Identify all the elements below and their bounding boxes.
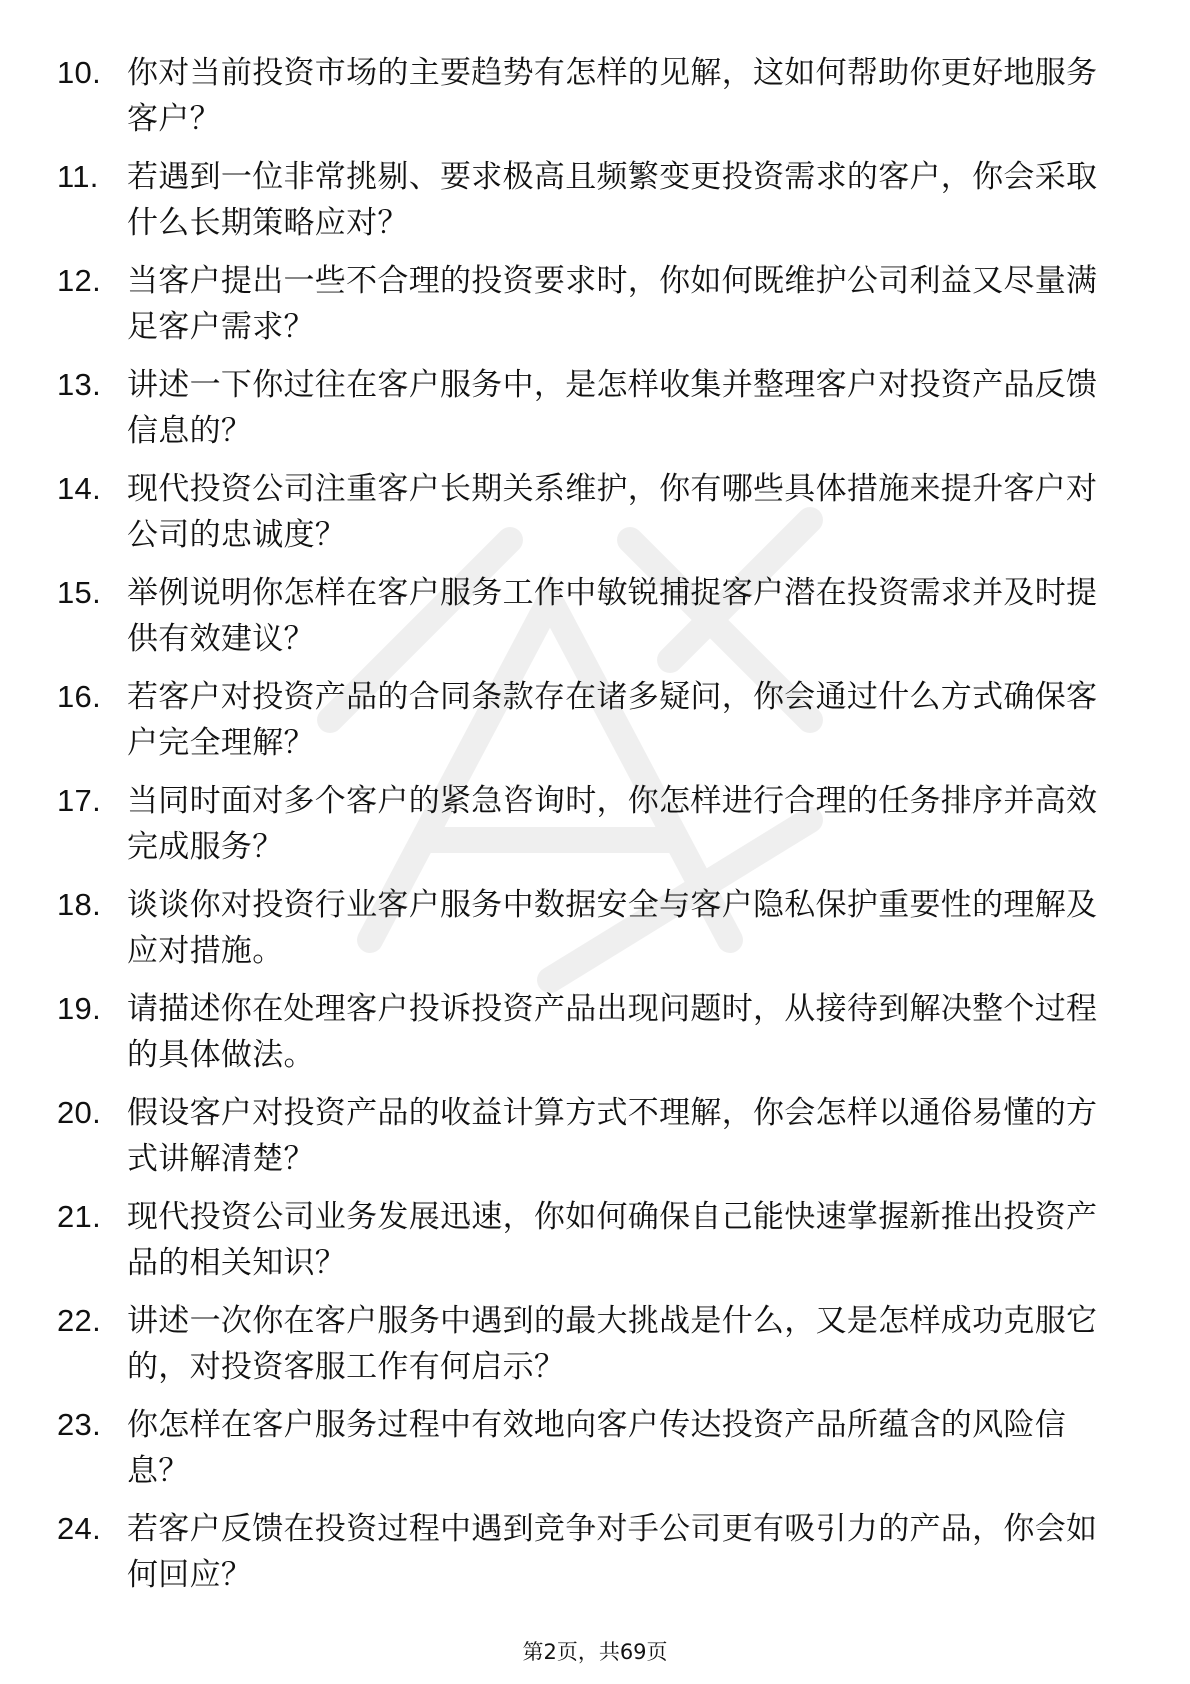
question-number: 13. (57, 367, 101, 402)
question-number: 14. (57, 471, 101, 506)
question-number: 19. (57, 991, 101, 1026)
question-number: 17. (57, 783, 101, 818)
question-item (57, 50, 1107, 142)
question-text: 你对当前投资市场的主要趋势有怎样的见解，这如何帮助你更好地服务客户？ (127, 55, 1098, 137)
question-text: 谈谈你对投资行业客户服务中数据安全与客户隐私保护重要性的理解及应对措施。 (127, 887, 1098, 969)
question-item (57, 1506, 1107, 1598)
question-text: 请描述你在处理客户投诉投资产品出现问题时，从接待到解决整个过程的具体做法。 (127, 991, 1098, 1073)
question-item (57, 1194, 1107, 1286)
question-number: 22. (57, 1303, 101, 1338)
question-item (57, 778, 1107, 870)
question-number: 15. (57, 575, 101, 610)
question-number: 11. (57, 159, 99, 194)
question-item (57, 1090, 1107, 1182)
question-text: 当同时面对多个客户的紧急咨询时，你怎样进行合理的任务排序并高效完成服务？ (127, 783, 1098, 865)
question-text: 假设客户对投资产品的收益计算方式不理解，你会怎样以通俗易懂的方式讲解清楚？ (127, 1095, 1098, 1177)
question-list (57, 50, 1107, 1610)
question-item (57, 674, 1107, 766)
question-text: 讲述一下你过往在客户服务中，是怎样收集并整理客户对投资产品反馈信息的？ (127, 367, 1098, 449)
question-number: 18. (57, 887, 101, 922)
question-number: 24. (57, 1511, 101, 1546)
question-item (57, 1402, 1107, 1494)
question-number: 23. (57, 1407, 101, 1442)
question-number: 20. (57, 1095, 101, 1130)
question-text: 举例说明你怎样在客户服务工作中敏锐捕捉客户潜在投资需求并及时提供有效建议？ (127, 575, 1098, 657)
question-number: 21. (57, 1199, 101, 1234)
question-text: 若客户反馈在投资过程中遇到竞争对手公司更有吸引力的产品，你会如何回应？ (127, 1511, 1098, 1593)
question-text: 你怎样在客户服务过程中有效地向客户传达投资产品所蕴含的风险信息？ (127, 1407, 1066, 1489)
question-number: 12. (57, 263, 101, 298)
question-item (57, 258, 1107, 350)
question-item (57, 1298, 1107, 1390)
question-text: 现代投资公司注重客户长期关系维护，你有哪些具体措施来提升客户对公司的忠诚度？ (127, 471, 1098, 553)
question-text: 讲述一次你在客户服务中遇到的最大挑战是什么，又是怎样成功克服它的，对投资客服工作有何启示？ (127, 1303, 1098, 1385)
question-text: 现代投资公司业务发展迅速，你如何确保自己能快速掌握新推出投资产品的相关知识？ (127, 1199, 1098, 1281)
question-text: 若遇到一位非常挑剔、要求极高且频繁变更投资需求的客户，你会采取什么长期策略应对？ (127, 159, 1098, 241)
question-item (57, 570, 1107, 662)
question-item (57, 882, 1107, 974)
question-item (57, 466, 1107, 558)
question-number: 16. (57, 679, 101, 714)
question-number: 10. (57, 55, 101, 90)
question-text: 当客户提出一些不合理的投资要求时，你如何既维护公司利益又尽量满足客户需求？ (127, 263, 1098, 345)
question-text: 若客户对投资产品的合同条款存在诸多疑问，你会通过什么方式确保客户完全理解？ (127, 679, 1098, 761)
question-item (57, 986, 1107, 1078)
question-item (57, 362, 1107, 454)
page-footer: 第2页，共69页 (522, 1640, 668, 1664)
question-item (57, 154, 1107, 246)
